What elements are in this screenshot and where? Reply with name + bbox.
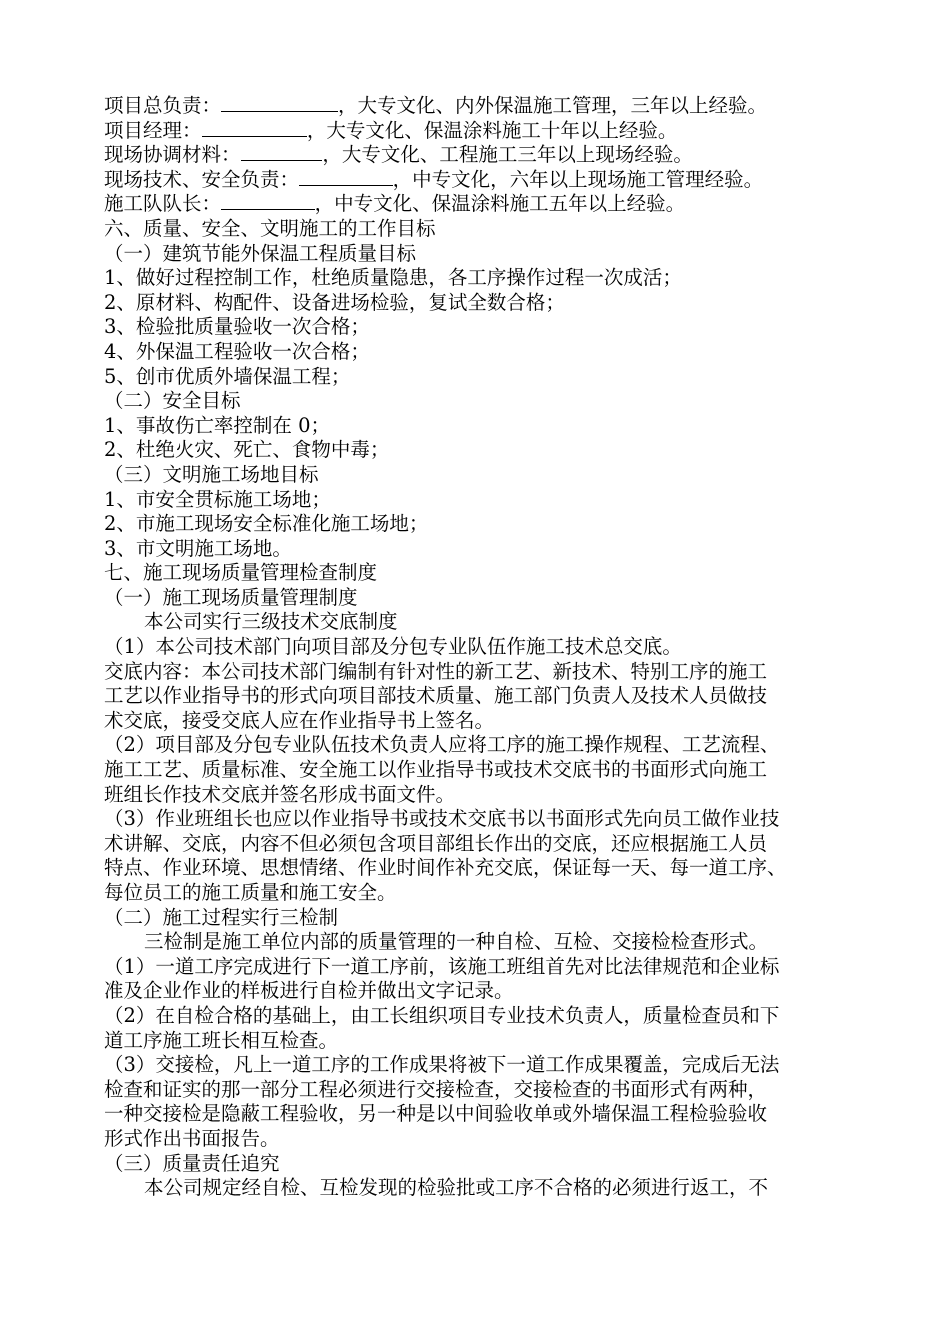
fill-in-blank — [299, 168, 393, 186]
staff-role: 施工队队长： — [104, 192, 222, 216]
text-line: 检查和证实的那一部分工程必须进行交接检查，交接检查的书面形式有两种， — [104, 1077, 768, 1101]
staff-line — [104, 192, 904, 217]
text-line: 4、外保温工程验收一次合格； — [104, 339, 370, 363]
staff-line — [104, 143, 904, 168]
text-line: 工艺以作业指导书的形式向项目部技术质量、施工部门负责人及技术人员做技 — [104, 684, 768, 708]
staff-description: ，大专文化、保温涂料施工十年以上经验。 — [306, 118, 678, 142]
text-line: 每位员工的施工质量和施工安全。 — [104, 881, 397, 904]
text-line: （二）安全目标 — [104, 389, 241, 413]
text-line: （3）作业班组长也应以作业指导书或技术交底书以书面形式先向员工做作业技 — [104, 807, 780, 831]
text-line: 3、检验批质量验收一次合格； — [104, 315, 370, 339]
document-body — [104, 217, 904, 1201]
text-line: 三检制是施工单位内部的质量管理的一种自检、互检、交接检检查形式。 — [144, 930, 769, 954]
text-line: 本公司规定经自检、互检发现的检验批或工序不合格的必须进行返工，不 — [144, 1176, 769, 1200]
text-line: 术交底，接受交底人应在作业指导书上签名。 — [104, 708, 495, 732]
text-line: （三）质量责任追究 — [104, 1151, 280, 1175]
staff-description: ，大专文化、工程施工三年以上现场经验。 — [322, 143, 693, 167]
text-line: 术讲解、交底，内容不但必须包含项目部组长作出的交底，还应根据施工人员 — [104, 831, 768, 855]
text-line: （1）一道工序完成进行下一道工序前，该施工班组首先对比法律规范和企业标 — [104, 954, 780, 978]
staff-role: 现场协调材料： — [104, 143, 241, 167]
staff-list — [104, 94, 904, 217]
text-line: 准及企业作业的样板进行自检并做出文字记录。 — [104, 979, 514, 1003]
staff-role: 项目经理： — [104, 118, 202, 142]
staff-line — [104, 168, 904, 193]
text-line: 班组长作技术交底并签名形成书面文件。 — [104, 782, 456, 806]
fill-in-blank — [221, 94, 338, 112]
text-line: （二）施工过程实行三检制 — [104, 905, 339, 929]
text-line: 2、市施工现场安全标准化施工场地； — [104, 512, 429, 536]
text-line: 2、杜绝火灾、死亡、食物中毒； — [104, 438, 390, 462]
text-line: （三）文明施工场地目标 — [104, 462, 319, 486]
staff-description: ，中专文化、保温涂料施工五年以上经验。 — [314, 192, 686, 216]
text-line: 交底内容：本公司技术部门编制有针对性的新工艺、新技术、特别工序的施工 — [104, 659, 768, 683]
staff-line — [104, 119, 904, 144]
text-line: 5、创市优质外墙保温工程； — [104, 364, 351, 388]
text-line: 1、市安全贯标施工场地； — [104, 487, 331, 511]
text-line: 一种交接检是隐蔽工程验收，另一种是以中间验收单或外墙保温工程检验验收 — [104, 1102, 768, 1126]
text-line: 形式作出书面报告。 — [104, 1126, 280, 1150]
text-line: 六、质量、安全、文明施工的工作目标 — [104, 216, 436, 240]
document-page — [104, 94, 904, 1201]
staff-line — [104, 94, 904, 119]
text-line: 特点、作业环境、思想情绪、作业时间作补充交底，保证每一天、每一道工序、 — [104, 856, 787, 880]
fill-in-blank — [202, 119, 307, 137]
text-line: 1、事故伤亡率控制在 0； — [104, 413, 331, 437]
text-line: （2）项目部及分包专业队伍技术负责人应将工序的施工操作规程、工艺流程、 — [104, 733, 780, 757]
text-line: 施工工艺、质量标准、安全施工以作业指导书或技术交底书的书面形式向施工 — [104, 758, 768, 782]
text-line: 2、原材料、构配件、设备进场检验，复试全数合格； — [104, 290, 565, 314]
text-line: （2）在自检合格的基础上，由工长组织项目专业技术负责人，质量检查员和下 — [104, 1003, 780, 1027]
fill-in-blank — [241, 143, 323, 161]
text-line: 道工序施工班长相互检查。 — [104, 1028, 339, 1052]
staff-role: 现场技术、安全负责： — [104, 167, 300, 191]
text-line: （一）施工现场质量管理制度 — [104, 585, 358, 609]
text-line: （3）交接检，凡上一道工序的工作成果将被下一道工作成果覆盖，完成后无法 — [104, 1053, 780, 1077]
text-line: 七、施工现场质量管理检查制度 — [104, 561, 378, 585]
staff-description: ，大专文化、内外保温施工管理，三年以上经验。 — [338, 94, 768, 117]
staff-description: ，中专文化，六年以上现场施工管理经验。 — [392, 167, 764, 191]
fill-in-blank — [221, 192, 315, 210]
text-line: （一）建筑节能外保温工程质量目标 — [104, 241, 417, 265]
text-line: 本公司实行三级技术交底制度 — [144, 610, 398, 634]
text-line: 3、市文明施工场地。 — [104, 536, 292, 560]
staff-role: 项目总负责： — [104, 94, 222, 117]
text-line: 1、做好过程控制工作，杜绝质量隐患，各工序操作过程一次成活； — [104, 266, 682, 290]
text-line: （1）本公司技术部门向项目部及分包专业队伍作施工技术总交底。 — [104, 635, 682, 659]
